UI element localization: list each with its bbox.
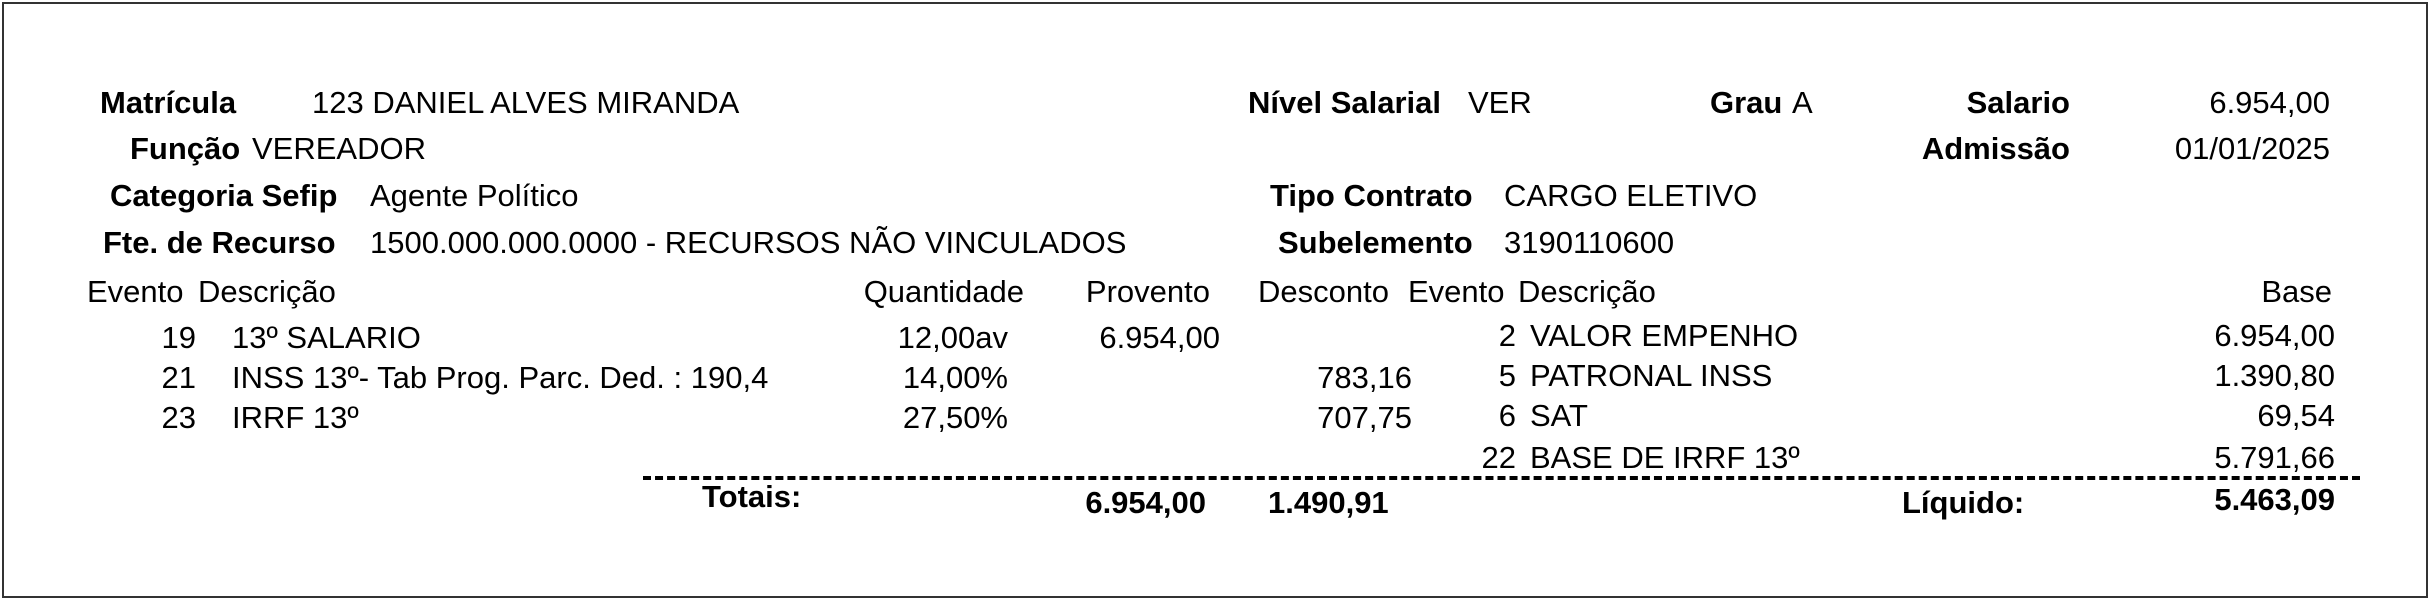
col-evento-2: Evento	[1408, 274, 1505, 309]
base-row-description: SAT	[1530, 398, 1588, 433]
totals-descontos: 1.490,91	[1268, 485, 1389, 520]
event-row-code: 19	[161, 320, 196, 355]
nivel-salarial-value: VER	[1468, 85, 1532, 120]
totals-label: Totais:	[702, 479, 802, 514]
base-row-description: BASE DE IRRF 13º	[1530, 440, 1800, 475]
salario-label: Salario	[1966, 85, 2070, 120]
base-row-description: VALOR EMPENHO	[1530, 318, 1799, 353]
base-row-value: 69,54	[2257, 398, 2335, 433]
col-descricao: Descrição	[198, 274, 336, 309]
event-row-quantity: 14,00%	[902, 360, 1008, 395]
base-row-code: 22	[1481, 440, 1516, 475]
admissao-value: 01/01/2025	[2174, 131, 2330, 166]
matricula-label: Matrícula	[100, 85, 237, 120]
categoria-sefip-label: Categoria Sefip	[110, 178, 338, 213]
funcao-label: Função	[130, 131, 241, 166]
event-row-desconto: 707,75	[1317, 400, 1412, 435]
base-row-code: 5	[1498, 358, 1516, 393]
liquido-label: Líquido:	[1902, 485, 2025, 520]
admissao-label: Admissão	[1921, 131, 2070, 166]
base-row-code: 6	[1498, 398, 1516, 433]
base-row-value: 5.791,66	[2214, 440, 2335, 475]
base-row-code: 2	[1498, 318, 1516, 353]
event-row-description: IRRF 13º	[232, 400, 359, 435]
col-descricao-2: Descrição	[1518, 274, 1656, 309]
nivel-salarial-label: Nível Salarial	[1248, 85, 1442, 120]
funcao-value: VEREADOR	[252, 131, 426, 166]
subelemento-label: Subelemento	[1278, 225, 1473, 260]
salario-value: 6.954,00	[2209, 85, 2330, 120]
event-row-description: 13º SALARIO	[232, 320, 421, 355]
categoria-sefip-value: Agente Político	[370, 178, 579, 213]
event-row-code: 21	[161, 360, 196, 395]
tipo-contrato-label: Tipo Contrato	[1270, 178, 1473, 213]
event-row-provento: 6.954,00	[1099, 320, 1220, 355]
tipo-contrato-value: CARGO ELETIVO	[1504, 178, 1758, 213]
base-row-value: 1.390,80	[2214, 358, 2335, 393]
col-quantidade: Quantidade	[863, 274, 1024, 309]
event-row-quantity: 12,00av	[897, 320, 1008, 355]
event-row-code: 23	[161, 400, 196, 435]
liquido-value: 5.463,09	[2214, 482, 2335, 517]
event-row-description: INSS 13º- Tab Prog. Parc. Ded. : 190,4	[232, 360, 769, 395]
event-row-desconto: 783,16	[1317, 360, 1412, 395]
grau-label: Grau	[1710, 85, 1783, 120]
totals-separator	[643, 476, 2360, 480]
base-row-value: 6.954,00	[2214, 318, 2335, 353]
base-row-description: PATRONAL INSS	[1530, 358, 1773, 393]
matricula-value: 123 DANIEL ALVES MIRANDA	[312, 85, 740, 120]
col-desconto: Desconto	[1258, 274, 1389, 309]
fonte-recurso-label: Fte. de Recurso	[103, 225, 336, 260]
totals-proventos: 6.954,00	[1085, 485, 1206, 520]
grau-value: A	[1792, 85, 1813, 120]
subelemento-value: 3190110600	[1504, 225, 1675, 260]
col-base: Base	[2261, 274, 2332, 309]
col-provento: Provento	[1085, 274, 1210, 309]
fonte-recurso-value: 1500.000.000.0000 - RECURSOS NÃO VINCULADOS	[370, 225, 1127, 260]
col-evento: Evento	[87, 274, 184, 309]
event-row-quantity: 27,50%	[902, 400, 1008, 435]
